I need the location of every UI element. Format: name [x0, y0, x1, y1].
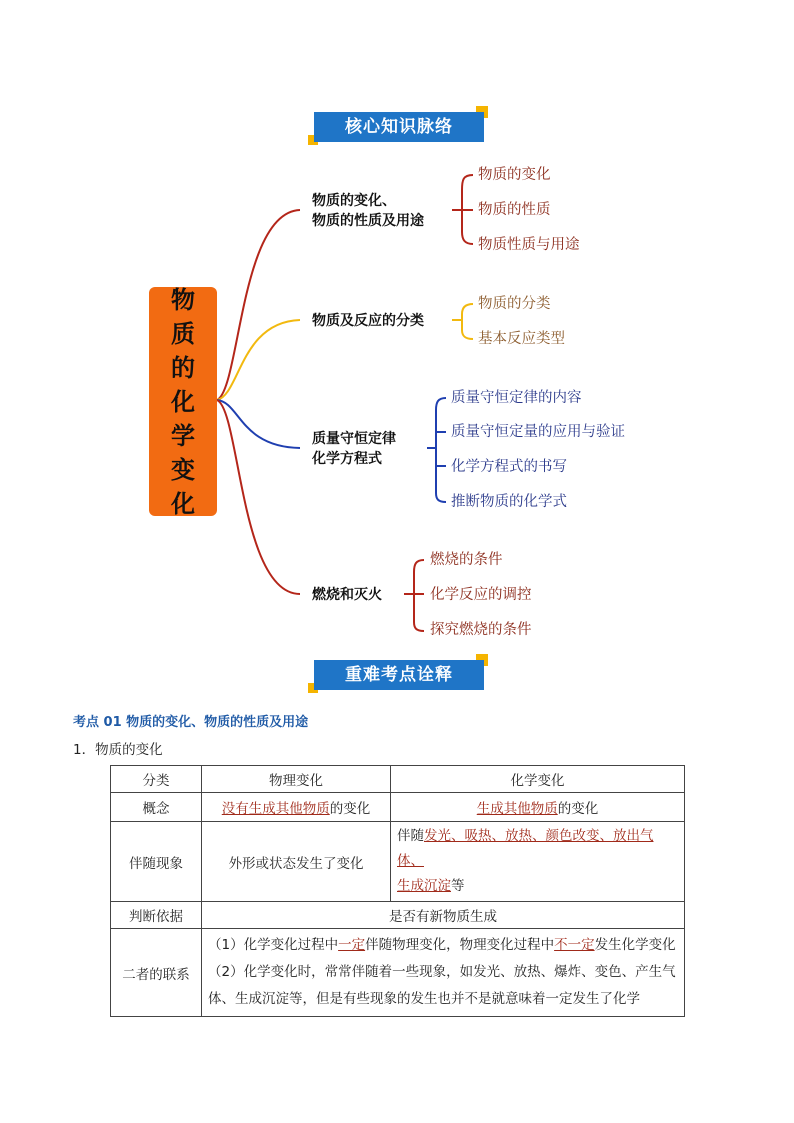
row-label: 二者的联系 — [111, 929, 202, 1017]
underlined-term: 没有生成其他物质 — [221, 801, 330, 817]
cell-text: （2）化学变化时，常常伴随着一些现象，如发光、放热、爆炸、变色、产生气体、生成沉淀等，但是有些现象的发生也并不是就意味着一定发生了化学 — [208, 964, 676, 1007]
leaf-node: 基本反应类型 — [478, 331, 565, 347]
leaf-node: 燃烧的条件 — [430, 552, 503, 568]
leaf-node: 质量守恒定量的应用与验证 — [451, 424, 625, 440]
table-row — [111, 793, 685, 822]
banner-title: 重难考点诠释 — [314, 660, 484, 690]
leaf-node: 化学方程式的书写 — [451, 459, 567, 475]
root-char: 物 — [171, 285, 195, 314]
leaf-node: 质量守恒定律的内容 — [451, 390, 582, 406]
branch-line: 燃烧和灭火 — [312, 587, 382, 603]
root-char: 化 — [171, 387, 195, 416]
root-char: 化 — [171, 489, 195, 518]
branch-node-classification — [312, 311, 424, 331]
banner-title: 核心知识脉络 — [314, 112, 484, 142]
cell-text: （1）化学变化过程中 — [208, 937, 339, 953]
cell-text: 伴随物理变化，物理变化过程中 — [365, 937, 555, 953]
table-row — [111, 929, 685, 1017]
leaf-node: 探究燃烧的条件 — [430, 622, 532, 638]
table-cell — [391, 793, 685, 822]
table-header-cell: 物理变化 — [202, 766, 391, 793]
row-label: 伴随现象 — [111, 822, 202, 902]
root-char: 的 — [171, 353, 195, 382]
section-banner-keypoints — [308, 656, 488, 690]
branch-node-combustion — [312, 585, 382, 605]
root-char: 质 — [171, 319, 195, 348]
branch-line: 物质及反应的分类 — [312, 313, 424, 329]
leaf-node: 物质的性质 — [478, 202, 551, 218]
branch-line: 物质的变化、 — [312, 193, 396, 209]
table-row — [111, 902, 685, 929]
table-row — [111, 766, 685, 793]
underlined-term: 生成其他物质 — [476, 801, 558, 817]
branch-line: 物质的性质及用途 — [312, 213, 424, 229]
mindmap-root — [149, 287, 217, 516]
table-cell — [202, 929, 685, 1017]
table-header-cell: 分类 — [111, 766, 202, 793]
table-cell: 外形或状态发生了变化 — [202, 822, 391, 902]
cell-text: 等 — [451, 878, 465, 894]
table-cell: 是否有新物质生成 — [202, 902, 685, 929]
branch-node-conservation — [312, 429, 396, 469]
underlined-term: 发光、吸热、放热、颜色改变、放出气体、 — [397, 828, 654, 869]
table-header-cell: 化学变化 — [391, 766, 685, 793]
table-cell — [202, 793, 391, 822]
root-char: 学 — [171, 421, 195, 450]
leaf-node: 物质的分类 — [478, 296, 551, 312]
underlined-term: 不一定 — [554, 937, 595, 953]
leaf-node: 物质的变化 — [478, 167, 551, 183]
section-title: 1．物质的变化 — [73, 742, 163, 758]
cell-text: 的变化 — [557, 801, 599, 817]
underlined-term: 一定 — [338, 937, 366, 953]
root-char: 变 — [171, 455, 195, 484]
leaf-node: 推断物质的化学式 — [451, 494, 567, 510]
cell-text: 发生化学变化 — [594, 937, 676, 953]
row-label: 判断依据 — [111, 902, 202, 929]
leaf-node: 物质性质与用途 — [478, 237, 580, 253]
branch-line: 质量守恒定律 — [312, 431, 396, 447]
table-row — [111, 822, 685, 902]
comparison-table — [110, 765, 685, 1017]
kaodian-title: 考点 01 物质的变化、物质的性质及用途 — [73, 715, 309, 730]
leaf-node: 化学反应的调控 — [430, 587, 532, 603]
cell-text: 的变化 — [329, 801, 371, 817]
row-label: 概念 — [111, 793, 202, 822]
cell-text: 伴随 — [397, 828, 424, 844]
table-cell — [391, 822, 685, 902]
branch-line: 化学方程式 — [312, 451, 382, 467]
branch-node-changes — [312, 191, 424, 231]
underlined-term: 生成沉淀 — [397, 878, 451, 894]
